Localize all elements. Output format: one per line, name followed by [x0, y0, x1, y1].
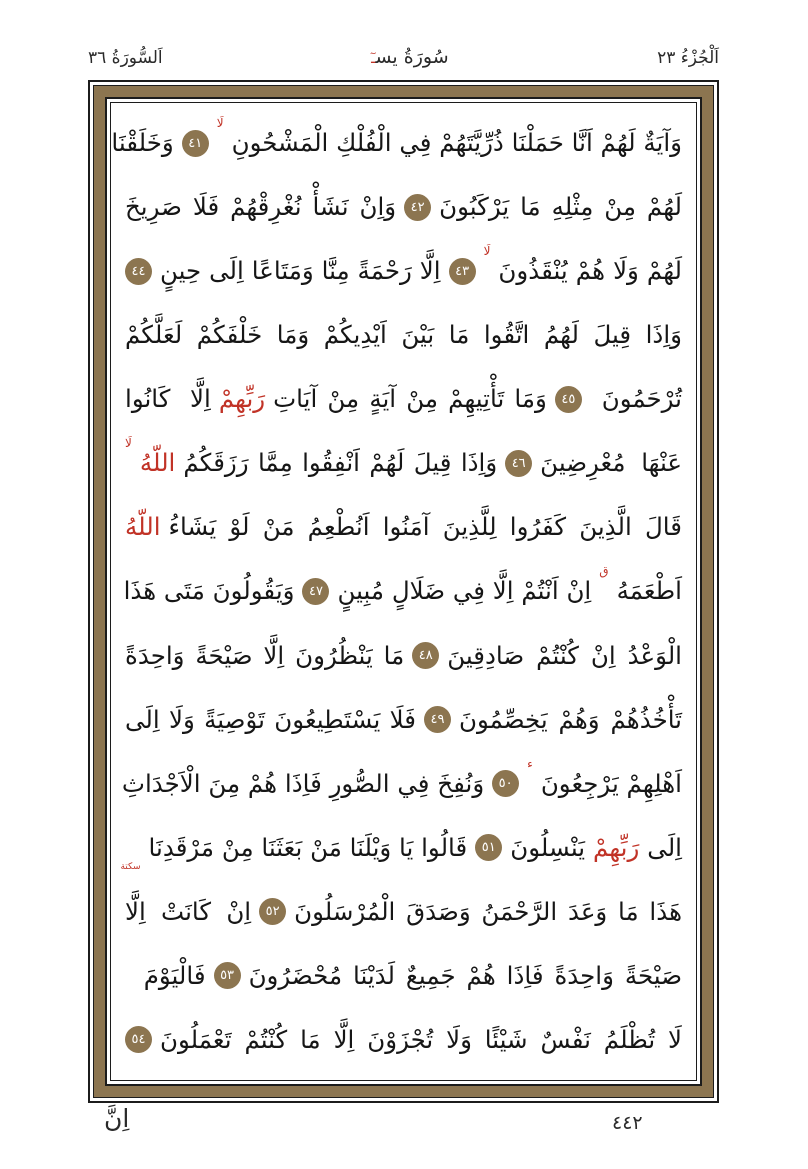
quran-line	[125, 1010, 682, 1070]
ayah-text: لَهُمْ وَلَا هُمْ يُنْقَذُونَ	[498, 256, 682, 286]
quran-line	[125, 882, 682, 942]
frame-inner-line	[93, 85, 714, 1098]
verse-number-medallion: ٤١	[182, 130, 209, 157]
quran-line	[125, 561, 682, 621]
waqf-sign: لَا	[483, 244, 491, 259]
ayah-text: اِلَى	[647, 832, 682, 862]
ayah-text: قَالَ الَّذِينَ كَفَرُوا لِلَّذِينَ آمَنُوا اَنُطْعِمُ مَنْ لَوْ يَشَاءُ	[168, 512, 682, 542]
ornamental-frame	[88, 80, 719, 1103]
quran-line	[125, 369, 682, 429]
quran-line	[120, 818, 682, 878]
frame-inner-line-2	[105, 97, 702, 1086]
ayah-text: وَخَلَقْنَا	[111, 128, 174, 157]
verse-number-medallion: ٤٩	[424, 706, 451, 733]
quran-line	[111, 113, 682, 173]
ayah-text: فَالْيَوْمَ	[143, 960, 206, 990]
ayah-text: وَاِذَا قِيلَ لَهُمْ اَنْفِقُوا مِمَّا رَزَقَكُمُ	[183, 448, 498, 478]
verse-number-medallion: ٥١	[475, 834, 502, 861]
ayah-text: وَنُفِخَ فِي الصُّورِ فَاِذَا هُمْ مِنَ الْاَجْدَاثِ	[121, 768, 485, 798]
verse-number-medallion: ٤٤	[125, 258, 152, 285]
ayah-text: اِنْ كَانَتْ اِلَّا	[125, 896, 252, 926]
ayah-text: وَاِذَا قِيلَ لَهُمُ اتَّقُوا مَا بَيْنَ اَيْدِيكُمْ وَمَا خَلْفَكُمْ لَعَلَّكُمْ	[125, 320, 682, 350]
verse-number-medallion: ٤٥	[555, 386, 582, 413]
ayah-text: اَطْعَمَهُ	[616, 576, 682, 606]
ayah-text: اِلَّا رَحْمَةً مِنَّا وَمَتَاعًا اِلَى حِينٍ	[159, 256, 441, 286]
juz-number-label: اَلْجُزْءُ ٢٣	[657, 48, 719, 68]
ayah-text: الْوَعْدُ اِنْ كُنْتُمْ صَادِقِينَ	[447, 640, 682, 670]
waqf-sign: ق	[599, 564, 609, 579]
ayah-text: لَهُمْ مِنْ مِثْلِهِ مَا يَرْكَبُونَ	[439, 192, 682, 222]
ayah-text: وَآيَةٌ لَهُمْ اَنَّا حَمَلْنَا ذُرِّيَّتَهُمْ فِي الْفُلْكِ الْمَشْحُونِ	[231, 128, 682, 157]
waqf-sign: ء	[527, 756, 533, 771]
ayah-text: تُرْحَمُونَ	[601, 384, 682, 414]
ayah-text: صَيْحَةً وَاحِدَةً فَاِذَا هُمْ جَمِيعٌ لَدَيْنَا مُحْضَرُونَ	[248, 960, 682, 990]
ayah-text: تَأْخُذُهُمْ وَهُمْ يَخِصِّمُونَ	[458, 704, 682, 734]
ayah-text: هَذَا مَا وَعَدَ الرَّحْمَنُ وَصَدَقَ الْمُرْسَلُونَ	[294, 896, 682, 926]
verse-number-medallion: ٤٨	[412, 642, 439, 669]
page-number: ٤٤٢	[612, 1112, 643, 1134]
frame-tan-band	[94, 86, 713, 1097]
quran-line	[125, 626, 682, 686]
waqf-sign: لَا	[216, 116, 224, 130]
ayah-text: اِنْ اَنْتُمْ اِلَّا فِي ضَلَالٍ مُبِينٍ	[337, 576, 592, 606]
frame-inner-line-3	[110, 102, 697, 1081]
quran-line	[125, 946, 682, 1006]
ayah-text-highlight: رَبِّهِمْ	[593, 832, 640, 862]
ayah-text: اَهْلِهِمْ يَرْجِعُونَ	[540, 768, 682, 798]
ayah-text: وَيَقُولُونَ مَتَى هَذَا	[123, 576, 295, 606]
surah-title	[371, 46, 449, 68]
verse-number-medallion: ٥٢	[259, 898, 286, 925]
quran-line	[121, 754, 682, 814]
quran-text-area	[111, 103, 696, 1080]
sakta-sign: سكتة	[120, 861, 141, 872]
quran-line	[125, 497, 682, 557]
verse-number-medallion: ٥٠	[492, 770, 519, 797]
ayah-text-highlight: اللّهُ	[125, 512, 161, 542]
surah-number-label: اَلسُّورَةُ ٣٦	[88, 48, 163, 68]
quran-line	[125, 305, 682, 365]
ayah-text: قَالُوا يَا وَيْلَنَا مَنْ بَعَثَنَا مِنْ مَرْقَدِنَا	[148, 832, 468, 862]
quran-line	[125, 177, 682, 237]
ayah-text: عَنْهَا مُعْرِضِينَ	[540, 448, 682, 478]
verse-number-medallion: ٤٢	[404, 194, 431, 221]
quran-line	[125, 433, 682, 493]
ayah-text: لَا تُظْلَمُ نَفْسٌ شَيْئًا وَلَا تُجْزَوْنَ اِلَّا مَا كُنْتُمْ تَعْمَلُونَ	[160, 1024, 682, 1054]
surah-title-text: سُورَةُ يس	[375, 46, 449, 68]
ayah-text: وَاِنْ نَشَأْ نُغْرِقْهُمْ فَلَا صَرِيخَ	[124, 192, 397, 222]
ayah-text-highlight: رَبِّهِمْ	[218, 384, 266, 414]
verse-number-medallion: ٤٧	[302, 578, 329, 605]
ayah-text: اِلَّا كَانُوا	[125, 384, 211, 414]
verse-number-medallion: ٥٤	[125, 1026, 152, 1053]
verse-number-medallion: ٥٣	[214, 962, 241, 989]
waqf-sign: لَا	[124, 436, 132, 451]
ayah-text-highlight: اللّهُ	[139, 448, 176, 478]
verse-number-medallion: ٤٦	[505, 450, 532, 477]
ayah-text: مَا يَنْظُرُونَ اِلَّا صَيْحَةً وَاحِدَةً	[125, 640, 405, 670]
ayah-text: فَلَا يَسْتَطِيعُونَ تَوْصِيَةً وَلَا اِلَى	[125, 704, 416, 734]
verse-number-medallion: ٤٣	[449, 258, 476, 285]
page-header	[88, 24, 719, 68]
ayah-text: وَمَا تَأْتِيهِمْ مِنْ آيَةٍ مِنْ آيَاتِ	[273, 384, 547, 414]
catchword-next-page: اِنَّ	[104, 1104, 130, 1133]
ayah-text: يَنْسِلُونَ	[510, 832, 586, 862]
quran-line	[125, 241, 682, 301]
surah-title-madda-mark: ـٓ	[371, 49, 376, 67]
quran-line	[125, 690, 682, 750]
